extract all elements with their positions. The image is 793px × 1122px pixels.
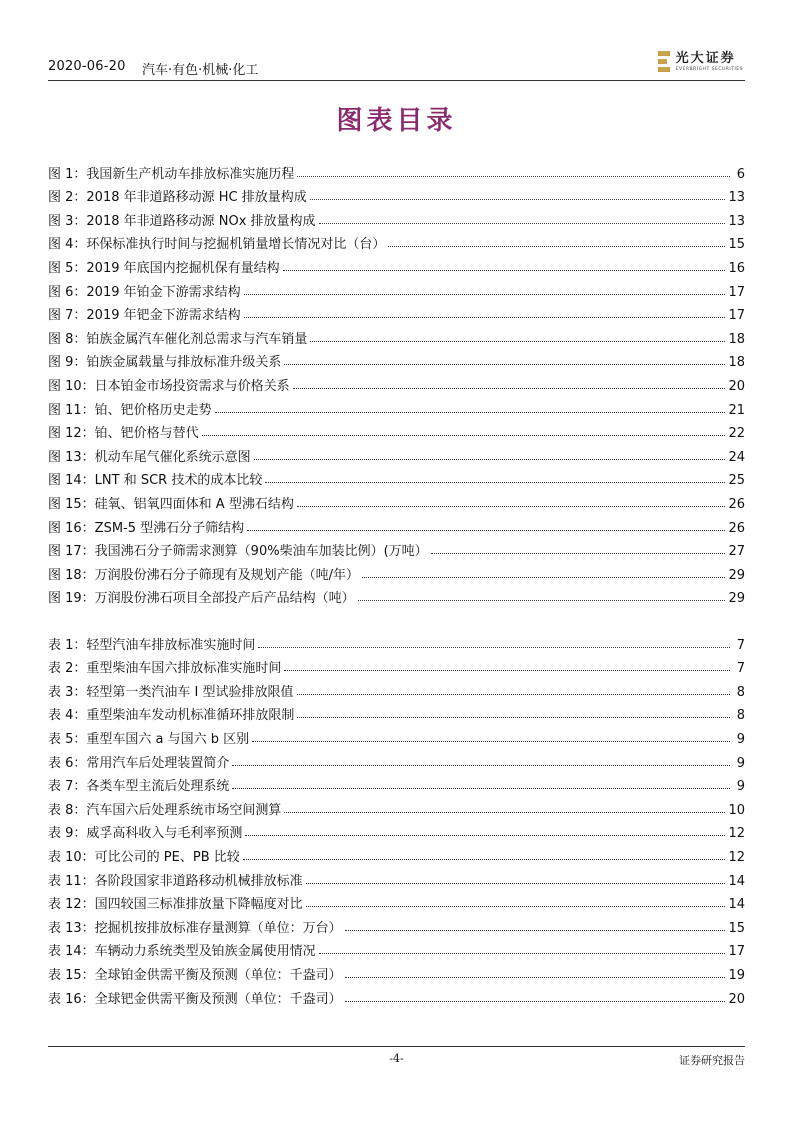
table-toc-entry[interactable] [48,794,745,818]
toc-entry-label: 图 12：铂、钯价格与替代 [48,426,199,442]
toc-dot-leader [284,364,725,365]
figure-toc-entry[interactable] [48,205,745,229]
table-toc-entry[interactable] [48,841,745,865]
figure-toc-entry[interactable] [48,347,745,371]
table-toc-entry[interactable] [48,653,745,677]
toc-dot-leader [245,835,725,836]
toc-entry-label: 图 2：2018 年非道路移动源 HC 排放量构成 [48,190,307,206]
table-toc-entry[interactable] [48,936,745,960]
toc-entry-page: 26 [728,520,745,536]
toc-dot-leader [310,341,725,342]
toc-dot-leader [319,223,726,224]
toc-dot-leader [297,176,730,177]
toc-entry-label: 表 14：车辆动力系统类型及铂族金属使用情况 [48,944,316,960]
toc-entry-label: 图 7：2019 年钯金下游需求结构 [48,308,241,324]
toc-entry-label: 表 10：可比公司的 PE、PB 比较 [48,849,240,865]
page-title: 图表目录 [336,106,457,136]
toc-entry-page: 19 [728,967,745,983]
toc-dot-leader [258,647,730,648]
figure-toc-entry[interactable] [48,512,745,536]
toc-entry-label: 图 11：铂、钯价格历史走势 [48,402,212,418]
footer-label: 证券研究报告 [679,1054,745,1067]
toc-entry-label: 图 10：日本铂金市场投资需求与价格关系 [48,378,290,394]
figure-toc-entry[interactable] [48,394,745,418]
table-toc-entry[interactable] [48,865,745,889]
toc-entry-page: 15 [728,920,745,936]
toc-entry-page: 14 [728,897,745,913]
toc-entry-page: 17 [728,944,745,960]
toc-dot-leader [388,246,725,247]
toc-entry-label: 图 3：2018 年非道路移动源 NOx 排放量构成 [48,213,316,229]
toc-dot-leader [297,717,730,718]
toc-entry-label: 表 11：各阶段国家非道路移动机械排放标准 [48,873,303,889]
toc-dot-leader [297,506,726,507]
toc-entry-page: 13 [728,213,745,229]
toc-entry-label: 图 19：万润股份沸石项目全部投产后产品结构（吨） [48,591,355,607]
toc-dot-leader [345,977,726,978]
toc-dot-leader [244,317,726,318]
toc-entry-label: 表 8：汽车国六后处理系统市场空间测算 [48,802,282,818]
figure-toc-entry[interactable] [48,583,745,607]
toc-entry-label: 图 17：我国沸石分子筛需求测算（90%柴油车加装比例）(万吨） [48,544,428,560]
table-toc-entry[interactable] [48,747,745,771]
toc-dot-leader [362,577,725,578]
toc-entry-label: 图 9：铂族金属载量与排放标准升级关系 [48,355,282,371]
report-sector: 汽车·有色·机械·化工 [142,63,259,78]
toc-entry-page: 12 [728,826,745,842]
toc-entry-label: 表 4：重型柴油车发动机标准循环排放限制 [48,708,295,724]
table-toc-entry[interactable] [48,889,745,913]
table-toc-entry[interactable] [48,700,745,724]
toc-entry-label: 图 14：LNT 和 SCR 技术的成本比较 [48,473,263,489]
everbright-logo [658,47,743,77]
toc-entry-label: 表 13：挖掘机按排放标准存量测算（单位：万台） [48,920,342,936]
toc-entry-page: 7 [736,637,745,653]
figure-toc-entry[interactable] [48,300,745,324]
figure-toc-entry[interactable] [48,465,745,489]
toc-entry-label: 表 12：国四较国三标准排放量下降幅度对比 [48,897,303,913]
toc-entry-label: 表 7：各类车型主流后处理系统 [48,779,230,795]
toc-entry-label: 图 1：我国新生产机动车排放标准实施历程 [48,166,295,182]
page-number: -4- [389,1052,404,1065]
toc-dot-leader [232,765,730,766]
footer-divider [48,1046,745,1047]
figure-toc-entry[interactable] [48,370,745,394]
toc-dot-leader [431,553,726,554]
toc-dot-leader [244,294,726,295]
toc-entry-page: 26 [728,496,745,512]
toc-entry-page: 7 [736,661,745,677]
table-toc-entry[interactable] [48,676,745,700]
toc-entry-label: 图 18：万润股份沸石分子筛现有及规划产能（吨/年） [48,567,360,583]
toc-entry-page: 12 [728,849,745,865]
figure-toc-entry[interactable] [48,182,745,206]
toc-entry-page: 14 [728,873,745,889]
toc-entry-label: 表 5：重型车国六 a 与国六 b 区别 [48,731,250,747]
toc-entry-label: 图 13：机动车尾气催化系统示意图 [48,449,251,465]
toc-entry-page: 22 [728,426,745,442]
toc-entry-label: 图 16：ZSM-5 型沸石分子筛结构 [48,520,245,536]
toc-dot-leader [232,788,730,789]
toc-entry-label: 表 15：全球铂金供需平衡及预测（单位：千盎司） [48,967,342,983]
table-toc-entry[interactable] [48,983,745,1007]
table-toc-entry[interactable] [48,959,745,983]
toc-entry-page: 15 [728,237,745,253]
toc-dot-leader [345,1001,726,1002]
logo-mark-icon [658,51,672,73]
toc-entry-page: 17 [728,308,745,324]
figure-toc-entry[interactable] [48,252,745,276]
toc-entry-label: 表 1：轻型汽油车排放标准实施时间 [48,637,256,653]
toc-dot-leader [306,883,726,884]
toc-entry-page: 20 [728,991,745,1007]
toc-entry-label: 图 6：2019 年铂金下游需求结构 [48,284,241,300]
toc-entry-page: 24 [728,449,745,465]
toc-entry-page: 25 [728,473,745,489]
figure-toc-entry[interactable] [48,488,745,512]
toc-entry-page: 9 [736,731,745,747]
figure-toc-entry[interactable] [48,229,745,253]
report-date: 2020-06-20 [48,59,126,74]
header-divider [48,80,745,81]
table-toc-entry[interactable] [48,818,745,842]
table-toc-entry[interactable] [48,629,745,653]
toc-entry-label: 表 3：轻型第一类汽油车 I 型试验排放限值 [48,684,294,700]
toc-dot-leader [283,270,726,271]
figure-toc-entry[interactable] [48,441,745,465]
toc-entry-page: 6 [736,166,745,182]
toc-entry-page: 13 [728,190,745,206]
toc-entry-label: 表 6：常用汽车后处理装置简介 [48,755,230,771]
toc-dot-leader [202,435,726,436]
toc-entry-page: 18 [728,355,745,371]
toc-dot-leader [284,812,725,813]
toc-dot-leader [345,930,726,931]
table-list [48,629,745,1007]
toc-entry-label: 表 2：重型柴油车国六排放标准实施时间 [48,661,282,677]
toc-entry-page: 10 [728,802,745,818]
toc-dot-leader [310,199,726,200]
toc-dot-leader [243,859,726,860]
toc-entry-label: 图 5：2019 年底国内挖掘机保有量结构 [48,260,280,276]
toc-entry-page: 29 [728,567,745,583]
toc-dot-leader [319,953,726,954]
toc-entry-page: 20 [728,378,745,394]
toc-dot-leader [247,530,725,531]
toc-entry-page: 9 [736,755,745,771]
toc-dot-leader [306,906,726,907]
figure-toc-entry[interactable] [48,158,745,182]
table-toc-entry[interactable] [48,912,745,936]
toc-entry-page: 29 [728,591,745,607]
toc-entry-label: 表 9：威孚高科收入与毛利率预测 [48,826,243,842]
toc-dot-leader [252,741,730,742]
toc-dot-leader [215,412,726,413]
toc-dot-leader [358,600,726,601]
toc-entry-page: 17 [728,284,745,300]
toc-entry-page: 8 [736,708,745,724]
toc-entry-page: 18 [728,331,745,347]
logo-chinese-name: 光大证券 [675,50,736,66]
toc-entry-label: 图 8：铂族金属汽车催化剂总需求与汽车销量 [48,331,308,347]
toc-dot-leader [284,670,730,671]
toc-entry-page: 27 [728,544,745,560]
toc-entry-label: 图 4：环保标准执行时间与挖掘机销量增长情况对比（台） [48,237,386,253]
toc-dot-leader [254,459,726,460]
toc-entry-page: 21 [728,402,745,418]
toc-entry-label: 图 15：硅氧、铝氧四面体和 A 型沸石结构 [48,496,294,512]
figure-list [48,158,745,606]
toc-entry-page: 9 [736,779,745,795]
figure-toc-entry[interactable] [48,559,745,583]
toc-dot-leader [297,694,730,695]
toc-dot-leader [293,388,726,389]
figure-toc-entry[interactable] [48,536,745,560]
figure-toc-entry[interactable] [48,323,745,347]
table-toc-entry[interactable] [48,723,745,747]
toc-entry-page: 16 [728,260,745,276]
toc-entry-page: 8 [736,684,745,700]
figure-toc-entry[interactable] [48,418,745,442]
logo-english-name: EVERBRIGHT SECURITIES [675,66,743,72]
figure-toc-entry[interactable] [48,276,745,300]
toc-entry-label: 表 16：全球钯金供需平衡及预测（单位：千盎司） [48,991,342,1007]
table-toc-entry[interactable] [48,771,745,795]
page-header [48,40,745,80]
toc-dot-leader [265,482,725,483]
